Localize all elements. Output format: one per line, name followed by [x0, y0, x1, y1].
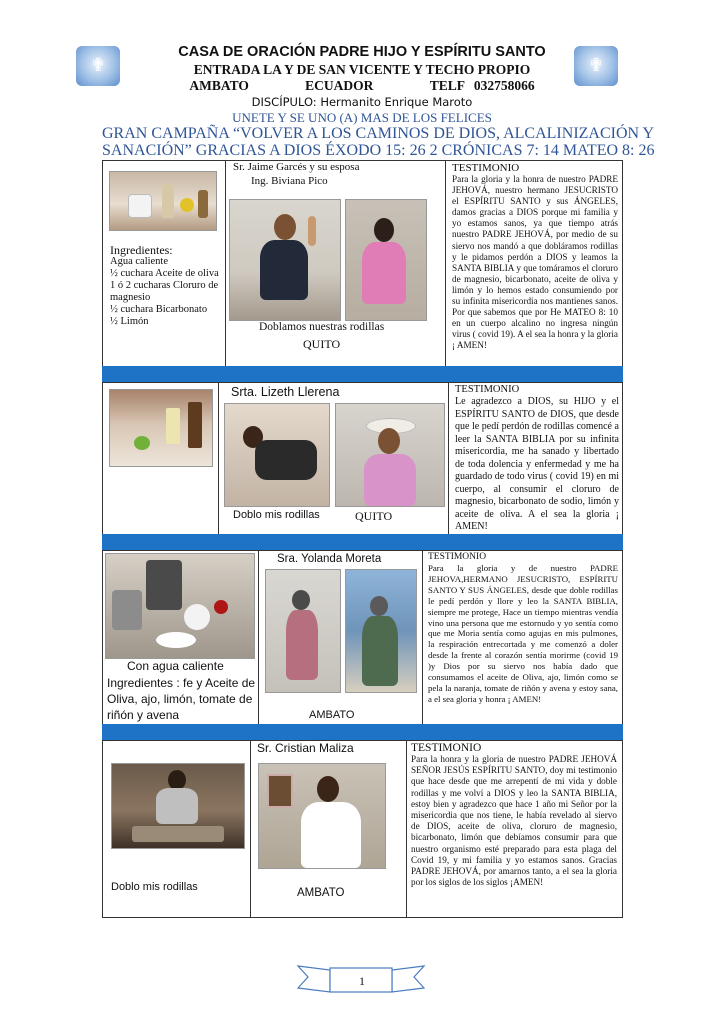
testimony-title: TESTIMONIO — [455, 384, 520, 395]
testimony-1 — [452, 162, 618, 352]
drinking-photo — [335, 403, 445, 507]
testimony-title: TESTIMONIO — [428, 552, 487, 562]
testimony-2 — [455, 384, 619, 534]
photo-caption: Doblamos nuestras rodillas — [259, 321, 385, 333]
testimony-text: Para la honra y la gloria de nuestro PADRE JEHOVÁ SEÑOR JESÚS ESPÍRITU SANTO, doy mi testimonio que hace desde que me arrepentí de mi vida y doble rodillas y me volví a DIOS y leo la SANTA BIBLIA, estoy bien y agradezco que hace 1 año mi Señor por la misericordia que nos tiene, le había revelado al siervo de DIOS, aceite de oliva, cloruro de magnesio, bicarbonato, limón que debíamos consumir para que nuestro organismo esté preparado para esta plaga del Covid 19, y mi familia y yo estamos sanos. Gracias PADRE JEHOVÁ, por amarnos tanto, a el sea la gloria por los siglos de los siglos ¡AMEN! — [411, 754, 617, 888]
person-name: Sr. Cristian Maliza — [257, 741, 354, 755]
ingredient-item: ½ cuchara Aceite de oliva — [110, 268, 219, 279]
city: AMBATO — [189, 78, 249, 93]
address-line: ENTRADA LA Y DE SAN VICENTE Y TECHO PROPIO — [193, 62, 531, 77]
campaign-line-1: GRAN CAMPAÑA “VOLVER A LOS CAMINOS DE DIOS, ALCALINIZACIÓN Y — [102, 125, 655, 142]
ingredients-photo — [109, 171, 217, 231]
ingredients-list — [110, 244, 220, 328]
section-divider — [102, 724, 623, 740]
kneeling-photo — [111, 763, 245, 849]
ingredients-photo — [105, 553, 255, 659]
dove-icon: ✟ — [588, 55, 604, 76]
testimony-text: Para la gloria y de nuestro PADRE JEHOVA,HERMANO JESUCRISTO, ESPÍRITU SANTO Y SUS ÁNGELES, desde que doble rodillas le pedí perdón y llore y leo la SANTA BIBLIA, siempre me protege, Hace un tiempo mientras vendía vino una persona que me estornudo y yo sentía como que me Moria sentía como agujas en mis pulmones, la respiración entrecortada y me comenzó a doler desde la frente al corazón sentía morirme (covid 19 )y Dios por su siervo nos había dado que consumamos el aceite de Oliva, ajo, limón como se pela la naranja, tomate de riñón y avena y estoy sana, a el sea gloria y honra ¡ AMEN! — [428, 563, 618, 704]
page-title: CASA DE ORACIÓN PADRE HIJO Y ESPÍRITU SANTO — [178, 44, 546, 60]
testimony-4 — [411, 742, 617, 888]
person-name: Srta. Lizeth Llerena — [231, 385, 340, 399]
ingredient-item: 1 ó 2 cucharas Cloruro de magnesio — [110, 280, 219, 303]
disciple-line: DISCÍPULO: Hermanito Enrique Maroto — [251, 95, 473, 109]
section-divider — [102, 366, 623, 382]
ingredients-text: Ingredientes : fe y Aceite de Oliva, ajo, limón, tomate de riñón y avena — [107, 676, 256, 722]
person-name: Sra. Yolanda Moreta — [277, 553, 382, 565]
drinking-photo — [258, 763, 386, 869]
testimony-3 — [428, 552, 618, 705]
person-name-2: Ing. Biviana Pico — [251, 175, 328, 187]
testimony-section-3 — [102, 550, 623, 726]
country: ECUADOR — [305, 78, 374, 93]
testimony-section-1 — [102, 160, 623, 367]
place-label: QUITO — [355, 509, 393, 523]
testimony-section-2 — [102, 382, 623, 536]
standing-photo-1 — [265, 569, 341, 693]
phone: TELF 032758066 — [429, 78, 535, 93]
ingredient-item: ½ Limón — [110, 316, 149, 327]
photo-caption: Doblo mis rodillas — [111, 881, 198, 893]
page-number: 1 — [359, 974, 365, 988]
standing-photo-2 — [345, 569, 417, 693]
testimony-text: Para la gloria y la honra de nuestro PADRE JEHOVÁ, nuestro hermano JESUCRISTO el ESPÍRITU SANTO y sus ÁNGELES, damos gracias a DIOS porque mi familia y yo estamos sanos, ya que tiempo atrás nuestro PADRE JEHOVÁ, por medio de su siervo nos mandó a que dobláramos rodillas y le pidamos perdón a DIOS y leamos la SANTA BIBLIA y que tomáramos el cloruro de magnesio, bicarbonato, aceite de oliva y limón y lo hemos estado consumiendo por su infinita misericordia nos mantienes sanos. Por que sabemos que por He MATEO 8: 10 en un cuerpo alcalino no ingresa ningún virus ( covid 19). A el sea la honra y la gloria ¡ AMEN! — [452, 174, 618, 351]
ingredients-photo — [109, 389, 213, 467]
ingredient-item: Agua caliente — [110, 256, 169, 267]
couple-photo-woman — [345, 199, 427, 321]
place-label: AMBATO — [297, 887, 345, 899]
water-caption: Con agua caliente — [127, 659, 224, 673]
couple-photo-man — [229, 199, 341, 321]
ingredient-item: ½ cuchara Bicarbonato — [110, 304, 208, 315]
section-divider — [102, 534, 623, 550]
campaign-line-2: SANACIÓN” GRACIAS A DIOS ÉXODO 15: 26 2 CRÓNICAS 7: 14 MATEO 8: 26 — [102, 142, 655, 159]
testimony-section-4 — [102, 740, 623, 918]
contact-line — [0, 78, 724, 94]
testimony-title: TESTIMONIO — [452, 162, 520, 174]
tagline: UNETE Y SE UNO (A) MAS DE LOS FELICES — [232, 110, 492, 125]
kneeling-photo — [224, 403, 330, 507]
testimony-title: TESTIMONIO — [411, 742, 482, 754]
person-name: Sr. Jaime Garcés y su esposa — [233, 161, 360, 173]
ingredients-title: Ingredientes: — [110, 243, 173, 257]
dove-icon: ✟ — [90, 55, 106, 76]
place-label: AMBATO — [309, 709, 355, 721]
place-label: QUITO — [303, 337, 341, 351]
photo-caption: Doblo mis rodillas — [233, 509, 320, 521]
testimony-text: Le agradezco a DIOS, su HIJO y el ESPÍRITU SANTO de DIOS, que desde que le pedí perdón de rodillas comencé a leer la SANTA BIBLIA por su infinita misericordia, me ha sanado y libertado de toda dolencia y enfermedad y me ha guardado de todo virus ( covid 19) en mi cuerpo, al consumir el cloruro de magnesio, bicarbonato de sodio, limón y aceite de oliva. A el sea la gloria ¡ AMEN! — [455, 396, 619, 532]
